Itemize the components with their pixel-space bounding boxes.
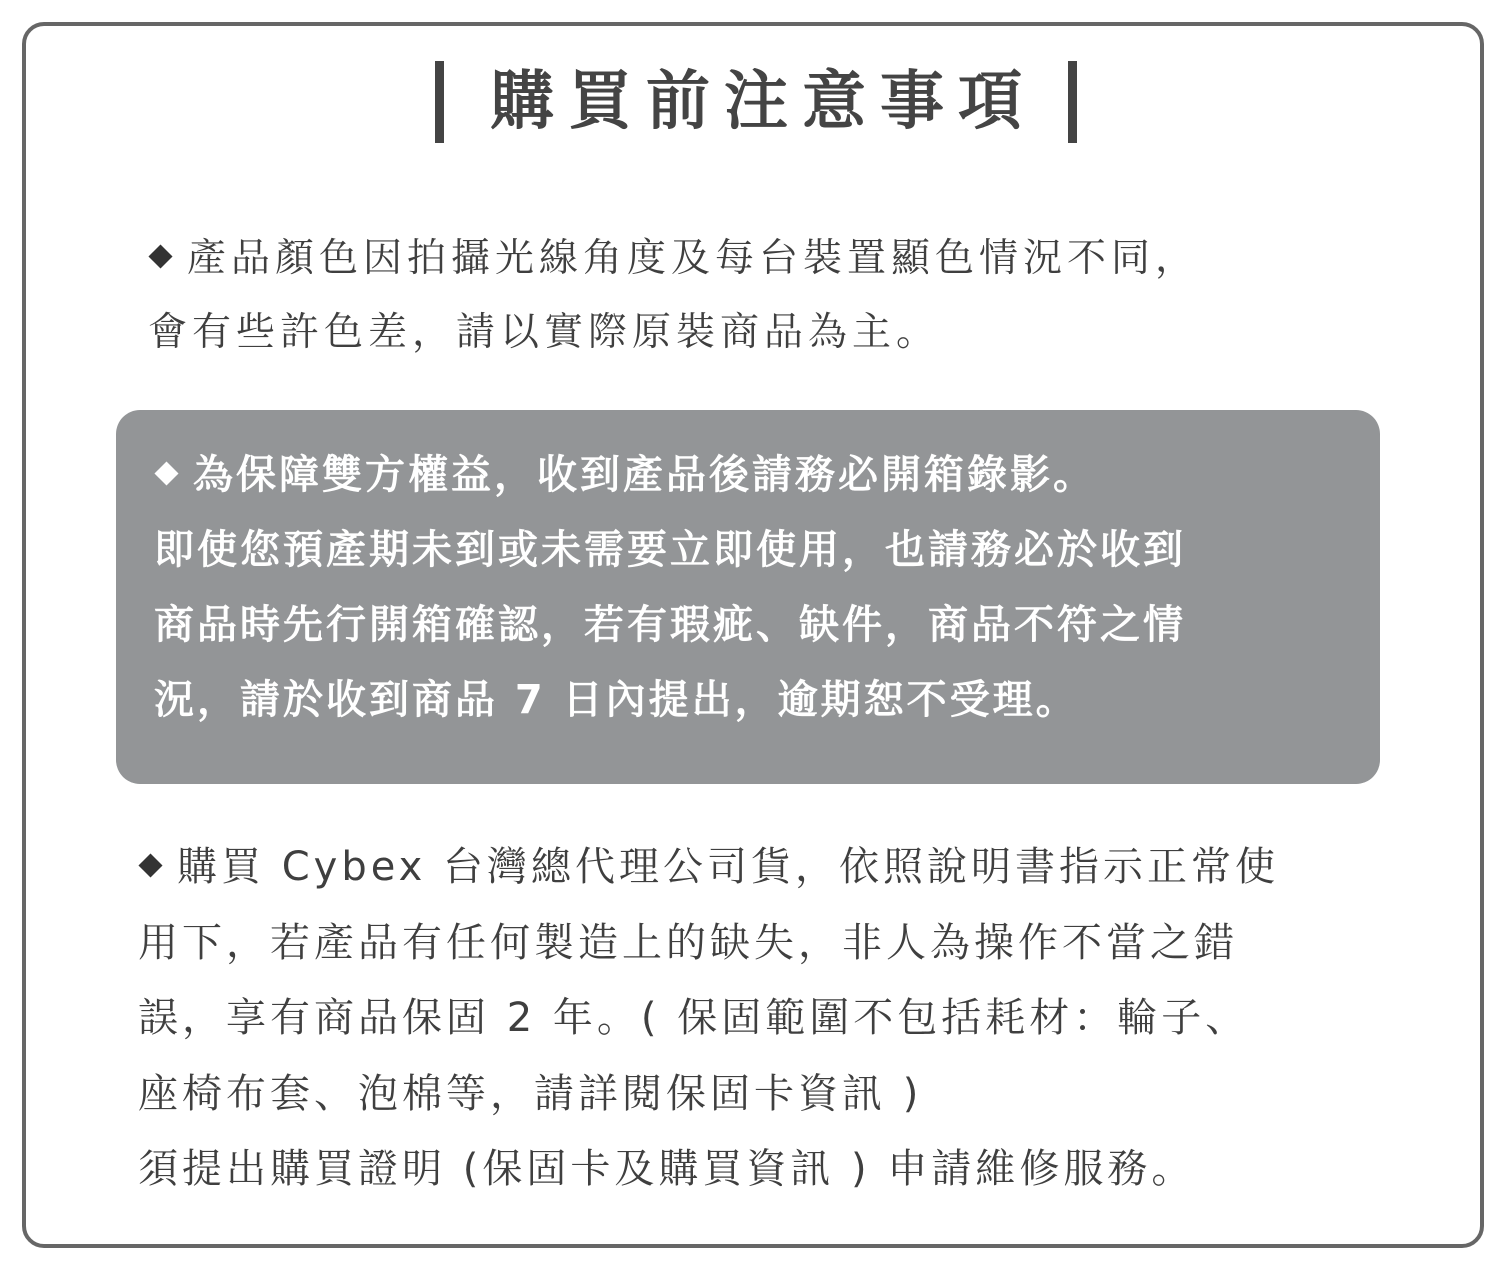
notice-line-text: 為保障雙方權益，收到產品後請務必開箱錄影。 [193, 452, 1096, 498]
diamond-bullet-icon [138, 853, 162, 877]
notice-line: 座椅布套、泡棉等，請詳閱保固卡資訊 ) [138, 1070, 923, 1117]
notice-line-text: 產品顏色因拍攝光線角度及每台裝置顯色情況不同， [187, 236, 1200, 281]
notice-line-text: 購買 Cybex 台灣總代理公司貨，依照說明書指示正常使 [177, 844, 1279, 890]
notice-line: 即使您預產期未到或未需要立即使用，也請務必於收到 [154, 527, 1186, 573]
page-title-container [0, 52, 1512, 152]
notice-color-difference [148, 222, 1388, 370]
diamond-bullet-icon [148, 244, 172, 268]
notice-line: 會有些許色差，請以實際原裝商品為主。 [148, 310, 941, 355]
notice-line [148, 222, 1388, 296]
title-right-bar [1068, 61, 1077, 143]
notice-line: 況，請於收到商品 7 日內提出，逾期恕不受理。 [154, 677, 1079, 723]
notice-line: 誤，享有商品保固 2 年。( 保固範圍不包括耗材：輪子、 [138, 995, 1250, 1041]
diamond-bullet-icon [154, 461, 178, 485]
warranty-notice [138, 830, 1398, 1208]
page-title: 購買前注意事項 [490, 65, 1036, 139]
unboxing-notice [154, 438, 1354, 738]
title-left-bar [435, 61, 444, 143]
notice-line [138, 830, 1398, 906]
notice-line [154, 438, 1354, 513]
notice-line: 須提出購買證明 (保固卡及購買資訊 ) 申請維修服務。 [138, 1146, 1196, 1192]
notice-line: 商品時先行開箱確認，若有瑕疵、缺件，商品不符之情 [154, 602, 1186, 648]
notice-line: 用下，若產品有任何製造上的缺失，非人為操作不當之錯 [138, 919, 1238, 966]
